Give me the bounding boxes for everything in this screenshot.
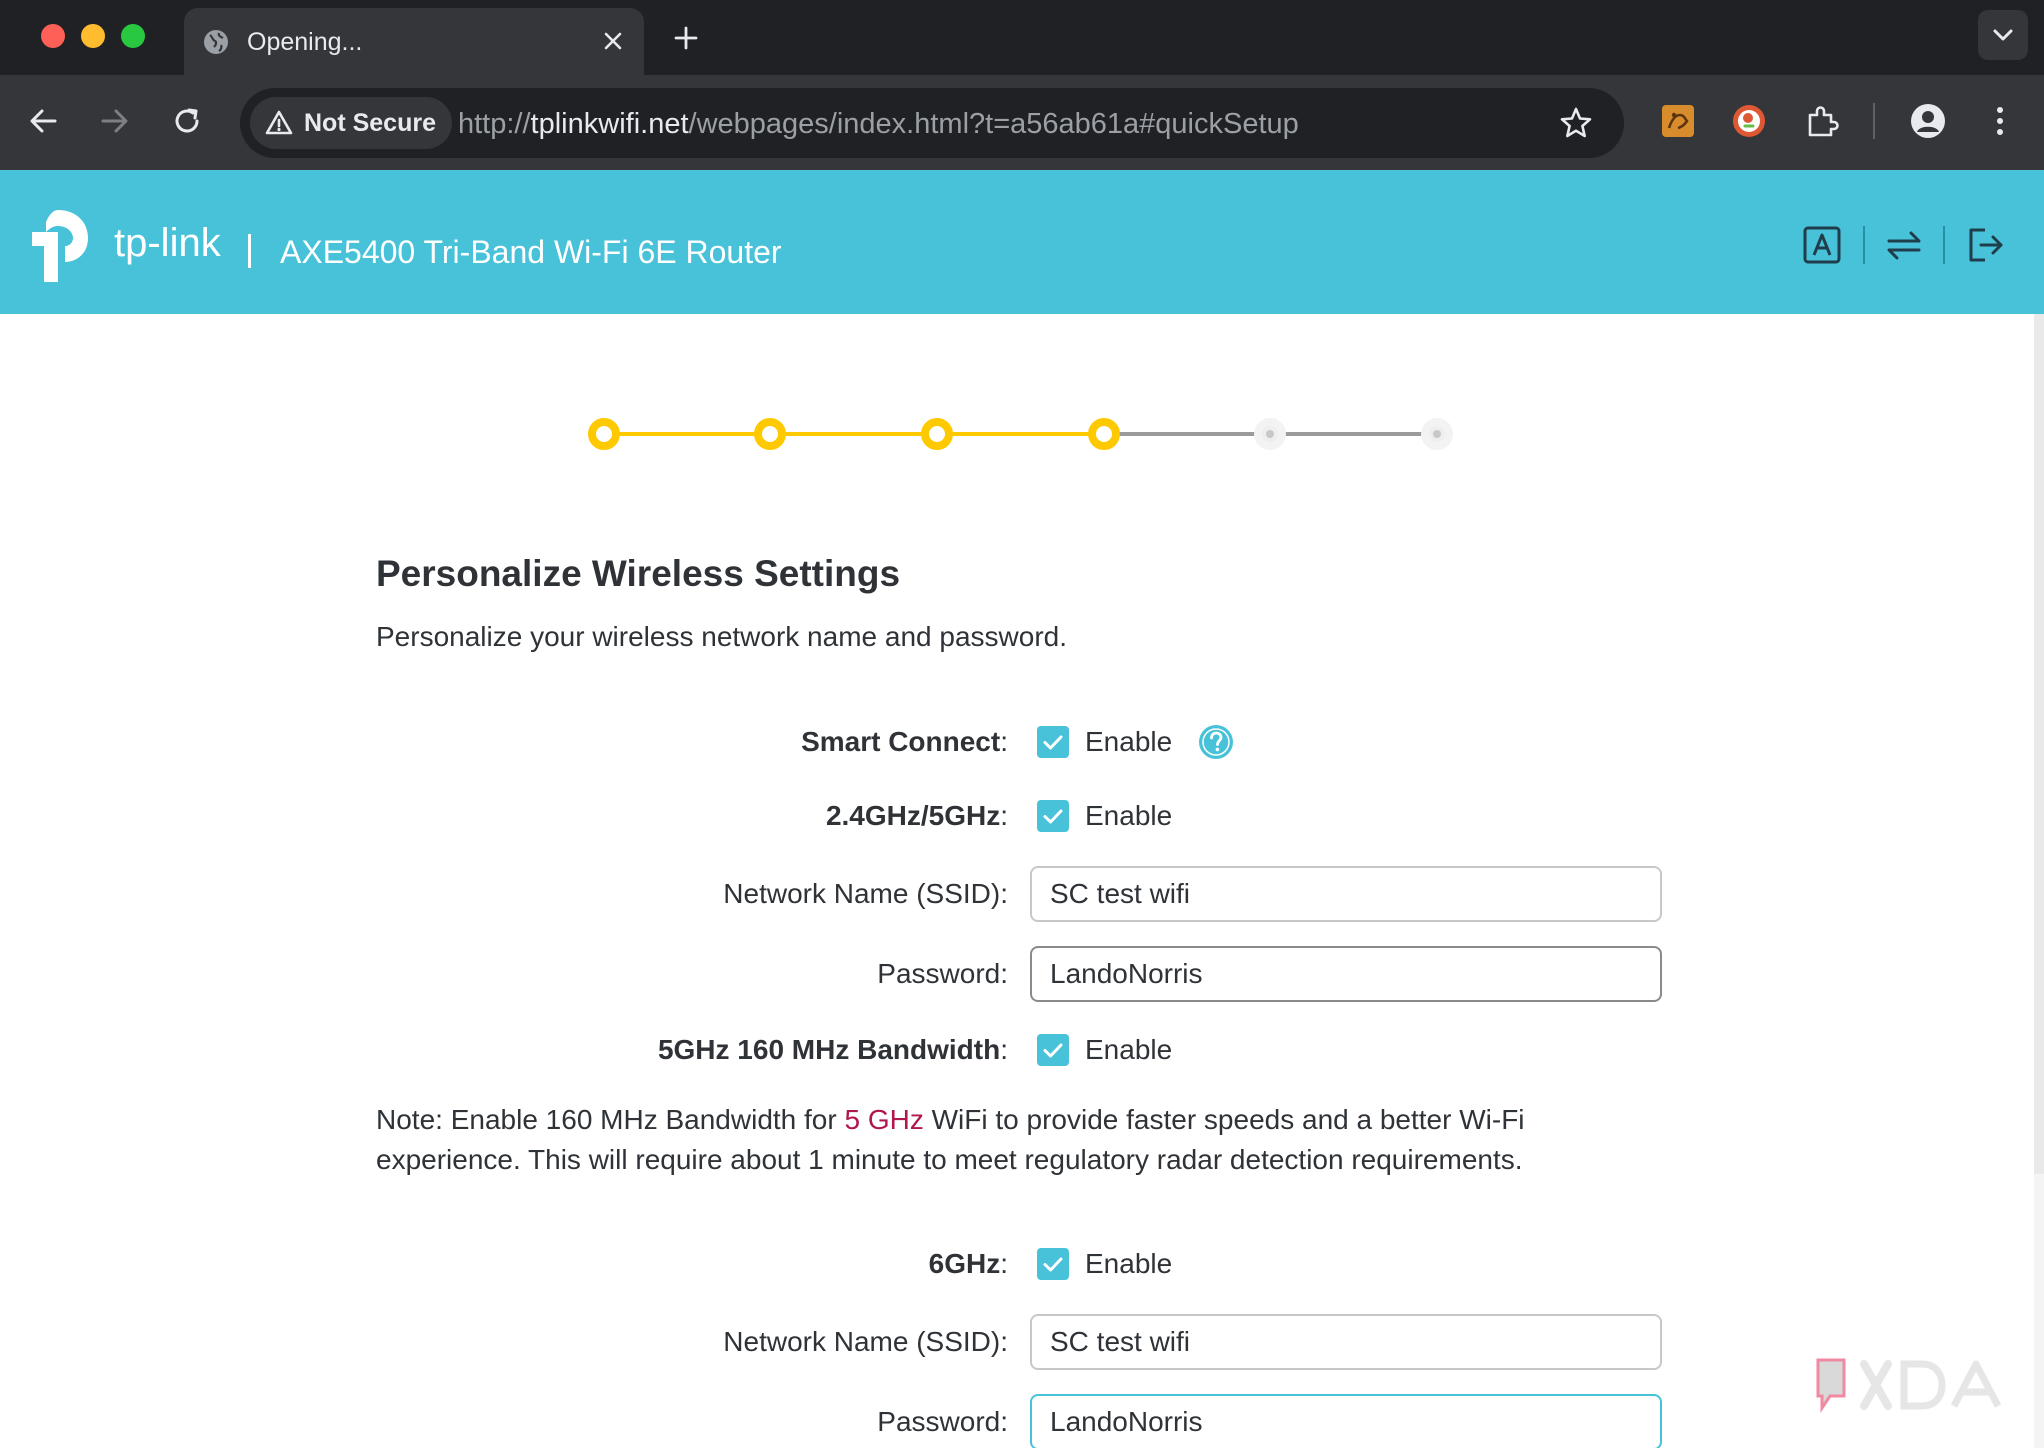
ssid-6-input[interactable] — [1030, 1314, 1662, 1370]
router-model-name: AXE5400 Tri-Band Wi-Fi 6E Router — [280, 234, 782, 270]
url-host: tplinkwifi.net — [530, 108, 689, 140]
header-separator — [1943, 226, 1945, 264]
wizard-step-1 — [588, 418, 620, 450]
band-24-5-label-text: 2.4GHz/5GHz — [825, 800, 1001, 831]
new-tab-icon[interactable] — [670, 22, 702, 54]
logout-icon[interactable] — [1965, 224, 2007, 266]
switch-mode-icon[interactable] — [1883, 224, 1925, 266]
password-24-5-label: Password: — [877, 958, 1008, 989]
toolbar-divider — [1873, 103, 1875, 139]
duckduckgo-icon[interactable] — [1729, 101, 1769, 141]
smart-connect-checkbox[interactable] — [1037, 726, 1069, 758]
page-scrollbar-thumb[interactable] — [2034, 314, 2044, 1174]
wizard-step-5 — [1254, 418, 1286, 450]
forward-arrow-icon[interactable] — [97, 103, 133, 139]
password-6-input[interactable] — [1030, 1394, 1662, 1448]
bw160-checkbox[interactable] — [1037, 1034, 1069, 1066]
wizard-step-3 — [921, 418, 953, 450]
amazon-assistant-icon[interactable] — [1658, 101, 1698, 141]
close-icon[interactable] — [600, 28, 626, 54]
label-colon: : — [1000, 1248, 1008, 1279]
window-maximize-button[interactable] — [121, 24, 145, 48]
band-6-checkbox[interactable] — [1037, 1248, 1069, 1280]
language-icon[interactable] — [1801, 224, 1843, 266]
label-colon: : — [1000, 800, 1008, 831]
note-suffix: WiFi to provide faster speeds and a better Wi-Fi experience. This will require about 1 minute to meet regulatory radar detection requirements. — [376, 1104, 1525, 1175]
bw160-label — [658, 1034, 1008, 1066]
bookmark-star-icon[interactable] — [1558, 105, 1594, 141]
browser-tab-bar — [0, 0, 2044, 75]
url-text[interactable] — [458, 108, 1299, 141]
extensions-icon[interactable] — [1802, 101, 1842, 141]
browser-toolbar — [0, 75, 2044, 170]
address-bar[interactable] — [240, 88, 1624, 158]
smart-connect-label — [801, 726, 1008, 758]
not-secure-label: Not Secure — [304, 108, 436, 137]
band-6-label-text: 6GHz — [928, 1248, 1001, 1279]
ssid-6-label: Network Name (SSID): — [723, 1326, 1008, 1357]
wizard-progress-stepper — [580, 410, 1460, 458]
bw160-label-text: 5GHz 160 MHz Bandwidth — [657, 1034, 1001, 1065]
band-6-label — [929, 1248, 1008, 1280]
window-minimize-button[interactable] — [81, 24, 105, 48]
smart-connect-label-text: Smart Connect — [801, 726, 1001, 757]
password-24-5-input[interactable] — [1030, 946, 1662, 1002]
chevron-down-icon — [1978, 10, 2028, 60]
band-24-5-checkbox[interactable] — [1037, 800, 1069, 832]
logo-separator — [248, 234, 251, 268]
back-arrow-icon[interactable] — [25, 103, 61, 139]
page-subtitle: Personalize your wireless network name and password. — [376, 621, 1067, 652]
xda-watermark-logo — [1814, 1352, 2010, 1418]
url-scheme: http:// — [458, 108, 531, 140]
brand-text: tp-link — [114, 221, 221, 265]
wizard-step-2 — [754, 418, 786, 450]
warning-triangle-icon — [264, 108, 294, 138]
globe-icon — [202, 28, 230, 56]
tab-search-button[interactable] — [1978, 10, 2028, 60]
stepper-line-completed — [604, 432, 1104, 436]
router-header — [0, 170, 2044, 314]
note-highlight: 5 GHz — [844, 1104, 924, 1135]
wizard-step-6 — [1421, 418, 1453, 450]
tplink-logo — [32, 204, 232, 284]
reload-icon[interactable] — [169, 103, 205, 139]
url-path: /webpages/index.html?t=a56ab61a#quickSetup — [688, 108, 1299, 140]
smart-connect-enable-label[interactable]: Enable — [1085, 726, 1173, 757]
checkmark-icon — [1037, 726, 1069, 758]
tab-title: Opening... — [247, 28, 363, 56]
window-close-button[interactable] — [41, 24, 65, 48]
page-title: Personalize Wireless Settings — [376, 553, 901, 594]
band-24-5-label — [826, 800, 1008, 832]
header-separator — [1863, 226, 1865, 264]
ssid-24-5-input[interactable] — [1030, 866, 1662, 922]
note-prefix: Note: Enable 160 MHz Bandwidth for — [376, 1104, 845, 1135]
bw160-enable-label[interactable]: Enable — [1085, 1034, 1173, 1065]
checkmark-icon — [1037, 800, 1069, 832]
band-6-enable-label[interactable]: Enable — [1085, 1248, 1173, 1279]
label-colon: : — [1000, 1034, 1008, 1065]
label-colon: : — [1000, 726, 1008, 757]
kebab-menu-icon[interactable] — [1980, 101, 2020, 141]
ssid-24-5-label: Network Name (SSID): — [723, 878, 1008, 909]
help-icon[interactable] — [1198, 724, 1234, 760]
checkmark-icon — [1037, 1248, 1069, 1280]
wizard-step-4 — [1088, 418, 1120, 450]
password-6-label: Password: — [877, 1406, 1008, 1437]
security-indicator[interactable] — [250, 97, 452, 149]
band-24-5-enable-label[interactable]: Enable — [1085, 800, 1173, 831]
browser-tab[interactable] — [184, 8, 644, 75]
profile-icon[interactable] — [1908, 101, 1948, 141]
bandwidth-note — [376, 1100, 1676, 1180]
checkmark-icon — [1037, 1034, 1069, 1066]
